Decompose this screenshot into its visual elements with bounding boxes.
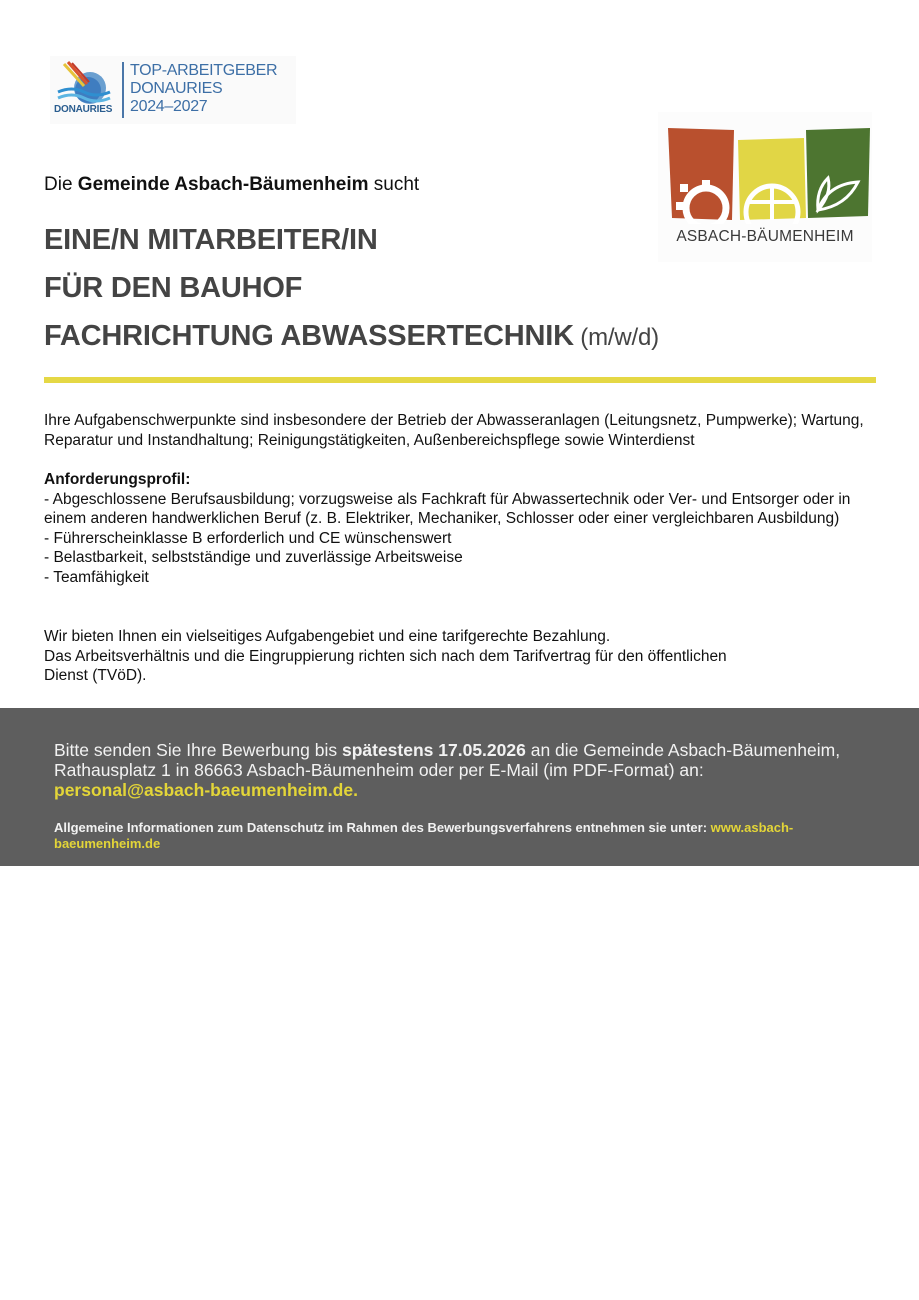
donauries-label: DONAURIES bbox=[54, 104, 113, 115]
award-line-2: DONAURIES bbox=[130, 80, 223, 97]
requirement-item: - Belastbarkeit, selbstständige und zuverlässige Arbeitsweise bbox=[44, 549, 463, 567]
privacy-text: Allgemeine Informationen zum Datenschutz im Rahmen des Bewerbungsverfahrens entnehmen sie unter: bbox=[54, 820, 711, 835]
application-text-before: Bitte senden Sie Ihre Bewerbung bis bbox=[54, 740, 342, 760]
award-line-3: 2024–2027 bbox=[130, 98, 208, 115]
award-text bbox=[130, 62, 277, 116]
yellow-divider bbox=[44, 377, 876, 383]
application-text-after: an die Gemeinde Asbach-Bäumenheim, Rathausplatz 1 in 86663 Asbach-Bäumenheim oder per E-Mail (im PDF-Format) an: bbox=[54, 740, 841, 780]
intro-prefix: Die bbox=[44, 174, 78, 195]
requirement-item: - Teamfähigkeit bbox=[44, 568, 149, 586]
tasks-paragraph: Ihre Aufgabenschwerpunkte sind insbesondere der Betrieb der Abwasseranlagen (Leitungsnetz, Pumpwerke); Wartung, Reparatur und Instandhaltung; Reinigungstätigkeiten, Außenbereichspflege sowie Winterdienst bbox=[44, 412, 864, 449]
offer-section bbox=[44, 627, 744, 686]
application-email-link[interactable]: personal@asbach-baeumenheim.de. bbox=[54, 779, 358, 800]
award-line-1: TOP-ARBEITGEBER bbox=[130, 62, 278, 79]
requirements-section bbox=[44, 470, 889, 588]
badge-divider bbox=[122, 62, 124, 118]
job-title-line-1: EINE/N MITARBEITER/IN bbox=[44, 224, 378, 256]
municipality-name: ASBACH-BÄUMENHEIM bbox=[676, 228, 854, 245]
municipality-emblem-icon bbox=[668, 124, 872, 224]
top-employer-award-badge bbox=[50, 56, 296, 124]
job-title-line-3 bbox=[44, 320, 659, 353]
municipality-logo bbox=[658, 112, 872, 262]
requirements-heading: Anforderungsprofil: bbox=[44, 471, 191, 488]
privacy-website-link[interactable]: www.asbach-baeumenheim.de bbox=[54, 820, 794, 851]
intro-suffix: sucht bbox=[368, 174, 420, 195]
job-title-specialty: FACHRICHTUNG ABWASSERTECHNIK bbox=[44, 320, 574, 352]
gender-suffix: (m/w/d) bbox=[573, 324, 659, 351]
employer-name: Gemeinde Asbach-Bäumenheim bbox=[77, 174, 369, 195]
job-title-line-2: FÜR DEN BAUHOF bbox=[44, 272, 303, 304]
application-deadline: spätestens 17.05.2026 bbox=[341, 740, 526, 760]
application-instructions bbox=[54, 741, 874, 800]
application-band bbox=[0, 708, 919, 866]
privacy-notice bbox=[54, 820, 864, 851]
offer-line-2: Das Arbeitsverhältnis und die Eingruppierung richten sich nach dem Tarifvertrag für den öffentlichen Dienst (TVöD). bbox=[44, 647, 727, 685]
requirement-item: - Abgeschlossene Berufsausbildung; vorzugsweise als Fachkraft für Abwassertechnik oder Ver- und Entsorger oder in einem anderen handwerklichen Beruf (z. B. Elektriker, Mechaniker, Schlosser oder einer vergleichbaren Ausbildung) bbox=[44, 490, 851, 528]
requirement-item: - Führerscheinklasse B erforderlich und CE wünschenswert bbox=[44, 529, 452, 547]
intro-line bbox=[44, 174, 419, 196]
offer-line-1: Wir bieten Ihnen ein vielseitiges Aufgabengebiet und eine tarifgerechte Bezahlung. bbox=[44, 628, 611, 645]
